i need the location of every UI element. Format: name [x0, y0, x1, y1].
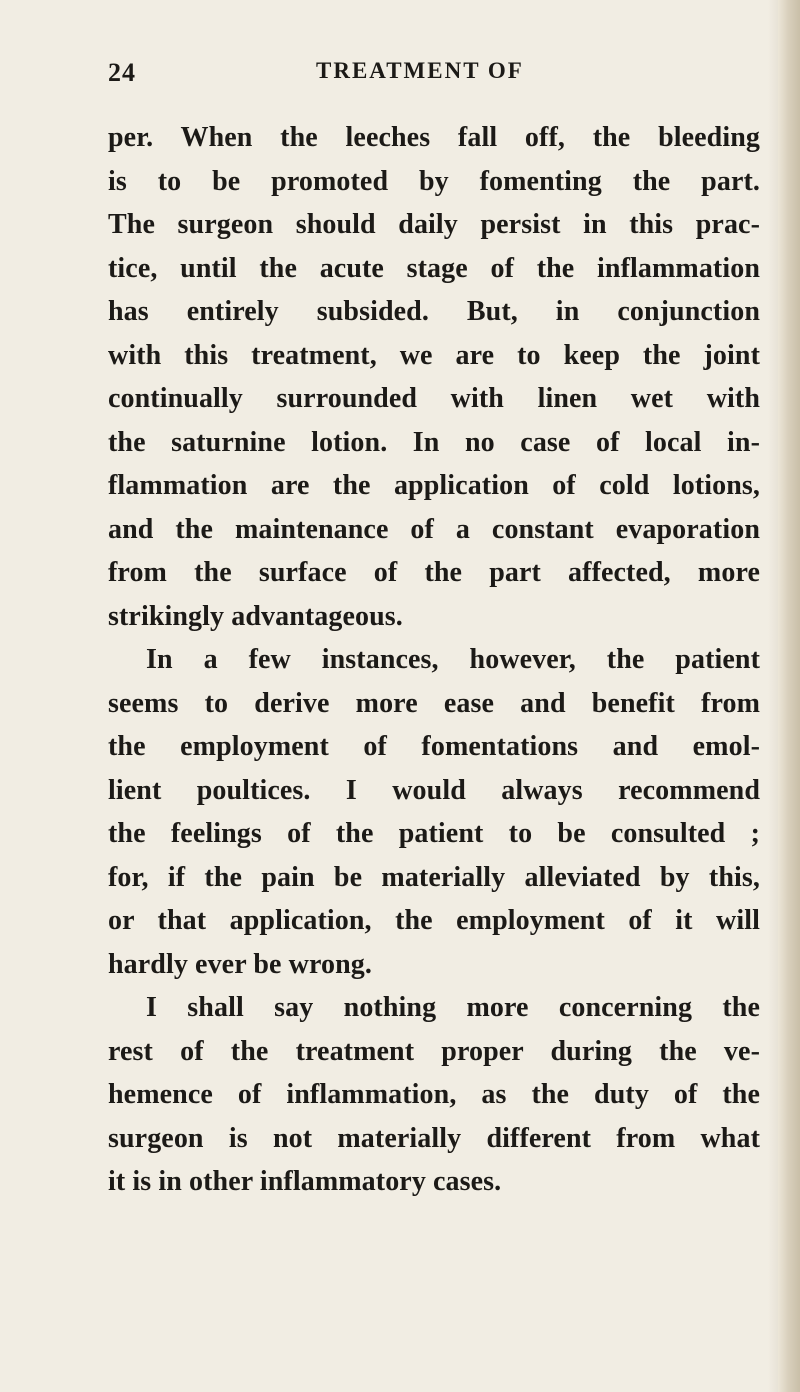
text-line: is to be promoted by fomenting the part. — [108, 165, 760, 197]
text-line: hardly ever be wrong. — [108, 948, 372, 980]
text-line: In a few instances, however, the patient — [146, 644, 760, 675]
text-line: continually surrounded with linen wet with — [108, 383, 760, 414]
text-line: the saturnine lotion. In no case of local in- — [108, 426, 760, 458]
text-line: per. When the leeches fall off, the bleeding — [108, 122, 760, 153]
text-line: has entirely subsided. But, in conjunction — [108, 296, 760, 327]
page-number: 24 — [108, 58, 136, 87]
page-gutter-shadow — [768, 0, 778, 1392]
page-edge — [778, 0, 800, 1392]
text-line: the feelings of the patient to be consulted ; — [108, 818, 760, 849]
text-line: hemence of inflammation, as the duty of the — [108, 1079, 760, 1110]
running-head — [108, 58, 760, 92]
text-line: strikingly advantageous. — [108, 600, 403, 632]
body-text — [108, 116, 760, 1204]
text-line: rest of the treatment proper during the ve- — [108, 1035, 760, 1067]
text-line: I shall say nothing more concerning the — [146, 992, 760, 1023]
running-title: TREATMENT OF — [316, 58, 524, 83]
text-line: for, if the pain be materially alleviated by this, — [108, 861, 760, 893]
text-line: with this treatment, we are to keep the joint — [108, 339, 760, 371]
text-line: or that application, the employment of it will — [108, 905, 760, 936]
text-line: tice, until the acute stage of the inflammation — [108, 252, 760, 284]
text-line: The surgeon should daily persist in this prac- — [108, 209, 760, 240]
text-line: surgeon is not materially different from what — [108, 1122, 760, 1154]
text-line: flammation are the application of cold lotions, — [108, 470, 760, 501]
text-line: seems to derive more ease and benefit from — [108, 687, 760, 719]
text-line: lient poultices. I would always recommend — [108, 774, 760, 806]
text-line: and the maintenance of a constant evaporation — [108, 513, 760, 545]
text-line: from the surface of the part affected, more — [108, 557, 760, 588]
text-line: it is in other inflammatory cases. — [108, 1166, 502, 1197]
text-line: the employment of fomentations and emol- — [108, 731, 760, 762]
